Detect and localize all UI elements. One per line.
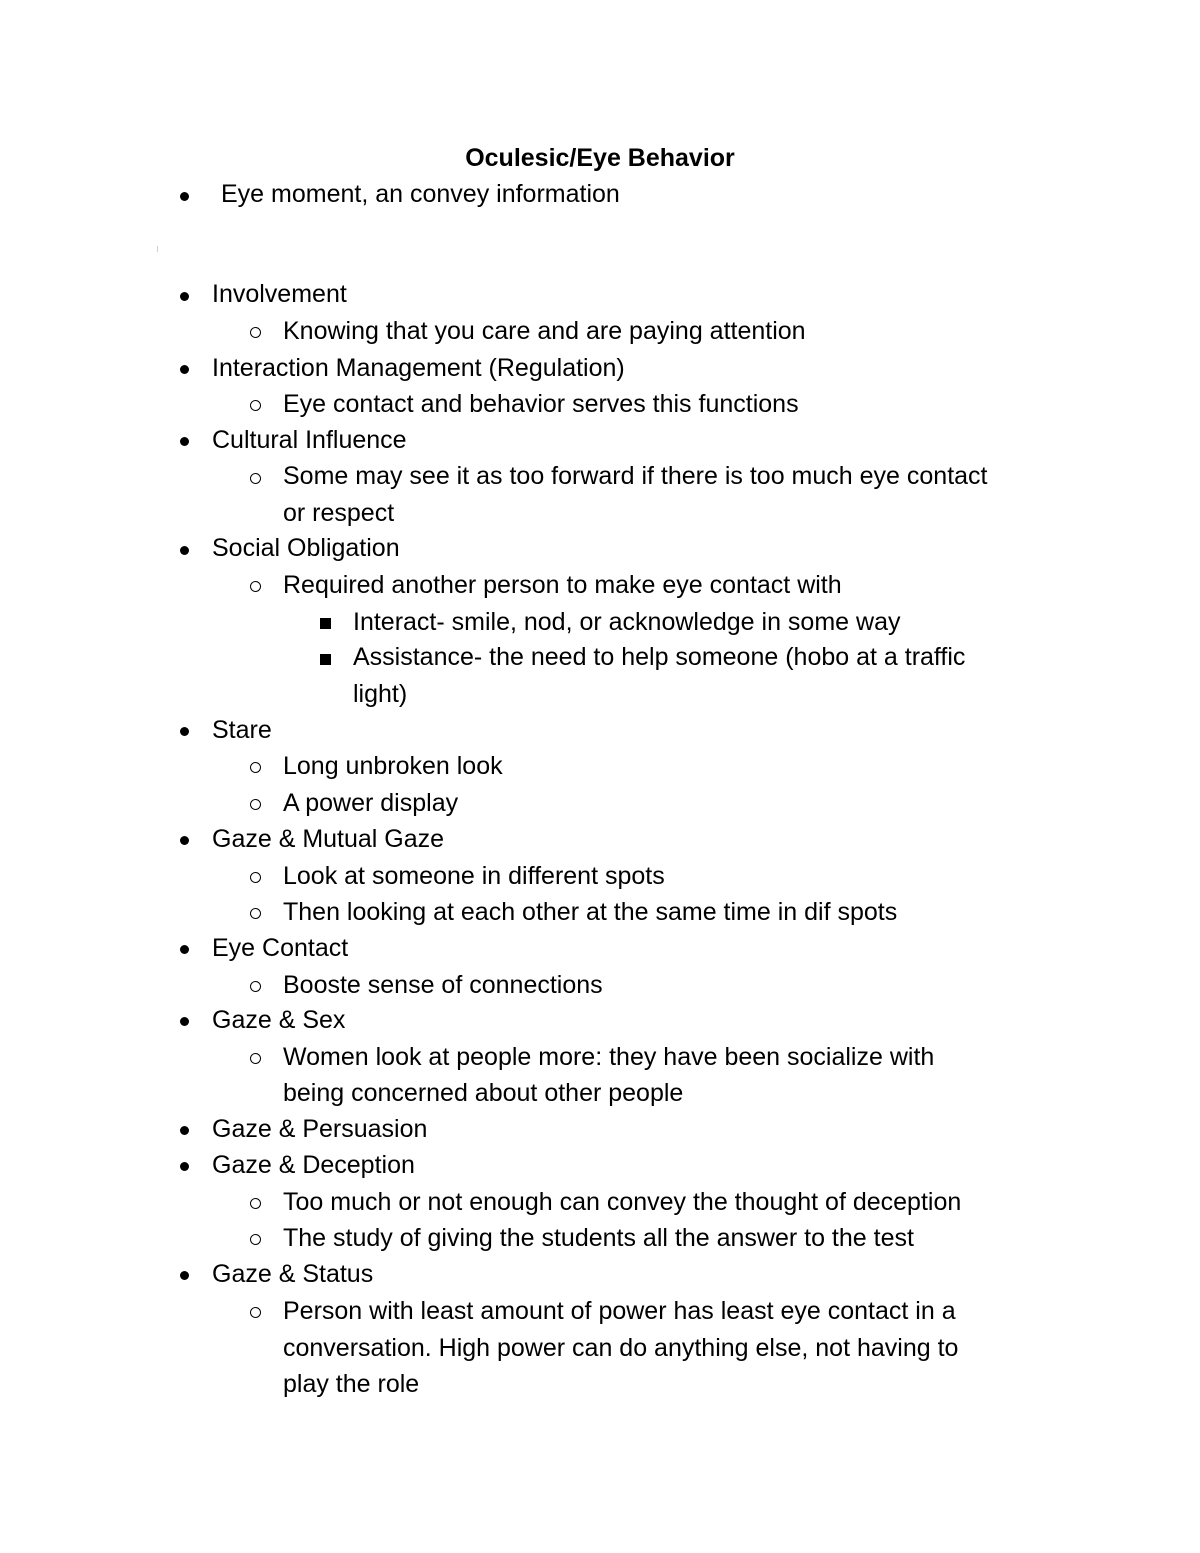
list-item: Assistance- the need to help someone (hobo at a traffic xyxy=(353,643,966,671)
bullet-circle-icon xyxy=(250,981,261,992)
bullet-circle-icon xyxy=(250,1198,261,1209)
list-item: Knowing that you care and are paying attention xyxy=(283,317,806,345)
bullet-circle-icon xyxy=(250,1307,261,1318)
list-item: Look at someone in different spots xyxy=(283,862,665,890)
list-item-continuation: or respect xyxy=(283,499,395,527)
list-item: Required another person to make eye contact with xyxy=(283,571,842,599)
bullet-square-icon xyxy=(320,618,331,629)
list-item: Interact- smile, nod, or acknowledge in some way xyxy=(353,608,901,636)
list-item-continuation: light) xyxy=(353,680,408,708)
bullet-disc-icon xyxy=(180,836,189,845)
list-item-continuation: conversation. High power can do anything else, not having to xyxy=(283,1334,959,1362)
bullet-circle-icon xyxy=(250,908,261,919)
bullet-disc-icon xyxy=(180,945,189,954)
list-item: Gaze & Status xyxy=(212,1260,374,1288)
list-item: Person with least amount of power has least eye contact in a xyxy=(283,1297,956,1325)
list-item: Gaze & Mutual Gaze xyxy=(212,825,445,853)
list-item: Eye contact and behavior serves this functions xyxy=(283,390,799,418)
bullet-circle-icon xyxy=(250,799,261,810)
bullet-disc-icon xyxy=(180,1126,189,1135)
list-item: Some may see it as too forward if there is too much eye contact xyxy=(283,462,988,490)
list-item: Involvement xyxy=(212,280,347,308)
bullet-circle-icon xyxy=(250,327,261,338)
bullet-circle-icon xyxy=(250,473,261,484)
bullet-disc-icon xyxy=(180,192,189,201)
list-item-continuation: play the role xyxy=(283,1370,420,1398)
list-item: Booste sense of connections xyxy=(283,971,603,999)
list-item: Interaction Management (Regulation) xyxy=(212,354,625,382)
list-item: Stare xyxy=(212,716,272,744)
bullet-circle-icon xyxy=(250,1053,261,1064)
list-item: A power display xyxy=(283,789,459,817)
bullet-disc-icon xyxy=(180,727,189,736)
list-item-continuation: being concerned about other people xyxy=(283,1079,684,1107)
bullet-disc-icon xyxy=(180,1162,189,1171)
stray-mark xyxy=(157,246,158,252)
bullet-circle-icon xyxy=(250,762,261,773)
list-item: Then looking at each other at the same time in dif spots xyxy=(283,898,898,926)
list-item: Too much or not enough can convey the thought of deception xyxy=(283,1188,962,1216)
list-item: The study of giving the students all the answer to the test xyxy=(283,1224,914,1252)
list-item: Women look at people more: they have been socialize with xyxy=(283,1043,935,1071)
bullet-square-icon xyxy=(320,654,331,665)
bullet-disc-icon xyxy=(180,365,189,374)
bullet-disc-icon xyxy=(180,437,189,446)
list-item: Cultural Influence xyxy=(212,426,407,454)
bullet-circle-icon xyxy=(250,581,261,592)
bullet-disc-icon xyxy=(180,1271,189,1280)
bullet-disc-icon xyxy=(180,1017,189,1026)
list-item: Eye Contact xyxy=(212,934,349,962)
list-item: Eye moment, an convey information xyxy=(221,180,620,208)
bullet-circle-icon xyxy=(250,400,261,411)
bullet-disc-icon xyxy=(180,546,189,555)
bullet-circle-icon xyxy=(250,872,261,883)
list-item: Gaze & Deception xyxy=(212,1151,415,1179)
document-title: Oculesic/Eye Behavior xyxy=(465,144,735,172)
list-item: Long unbroken look xyxy=(283,752,503,780)
list-item: Gaze & Sex xyxy=(212,1006,346,1034)
list-item: Gaze & Persuasion xyxy=(212,1115,428,1143)
bullet-disc-icon xyxy=(180,292,189,301)
bullet-circle-icon xyxy=(250,1234,261,1245)
list-item: Social Obligation xyxy=(212,534,400,562)
